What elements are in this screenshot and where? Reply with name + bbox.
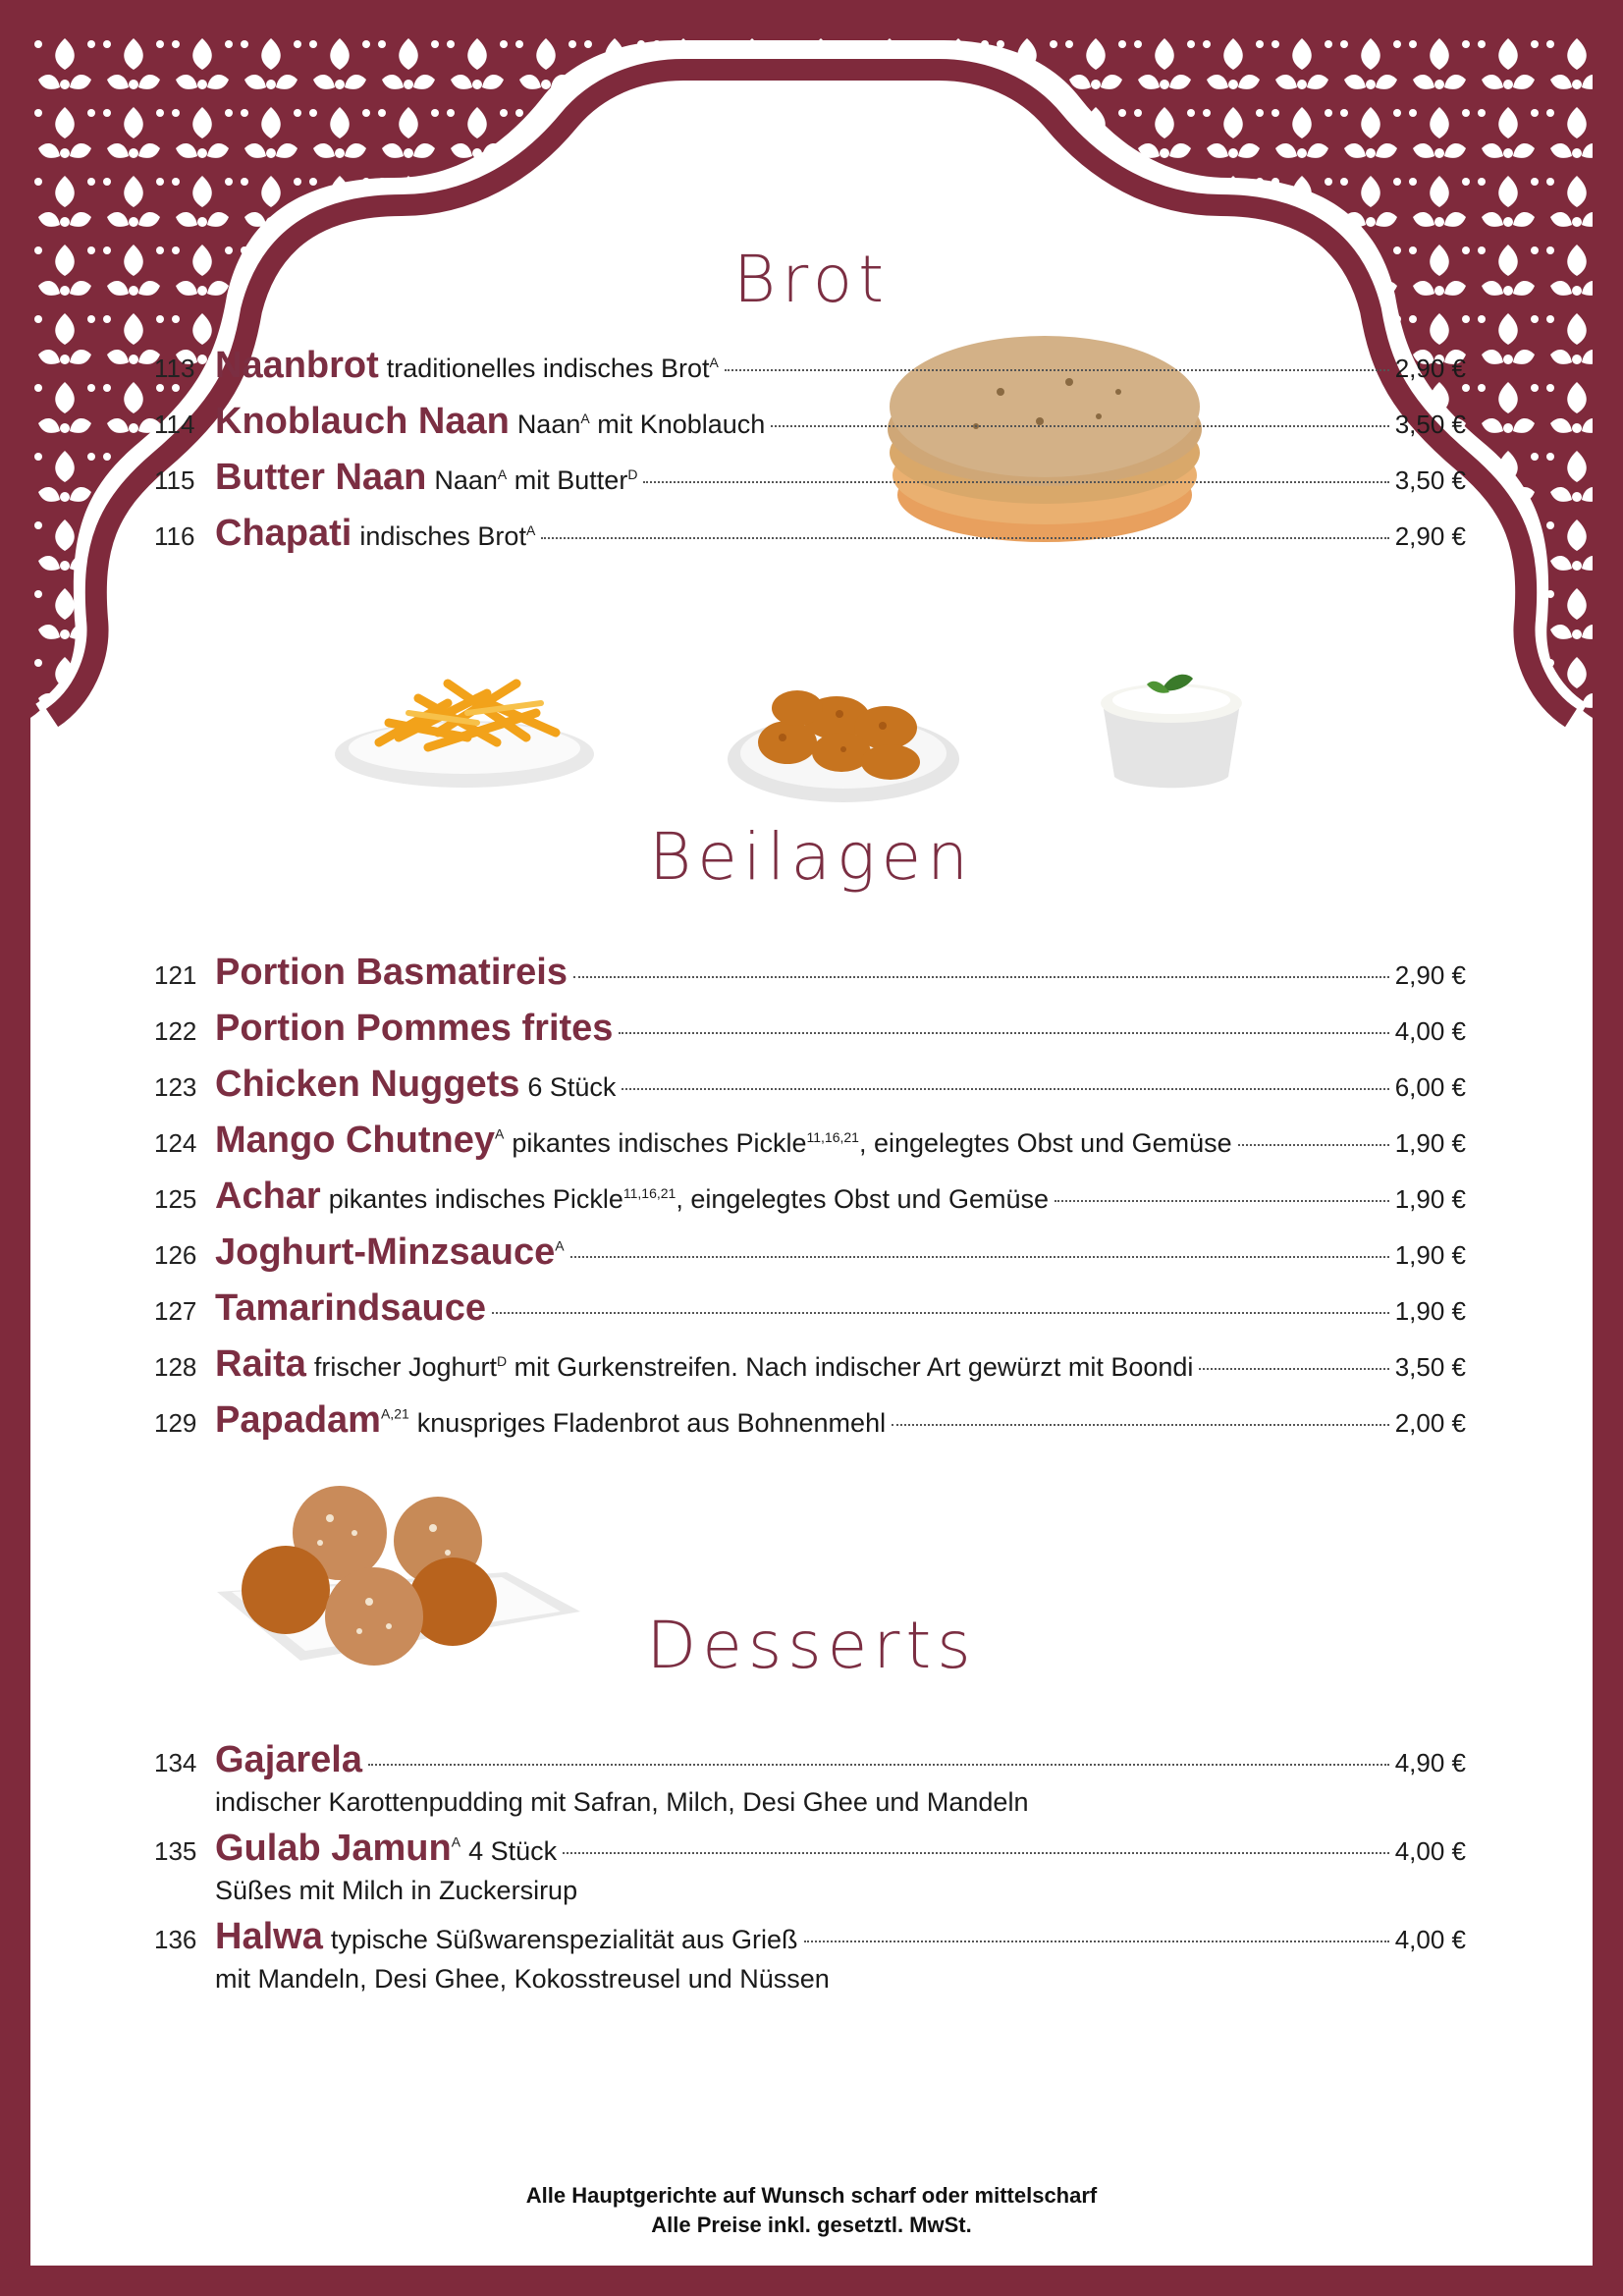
- item-price: 6,00 €: [1394, 1072, 1466, 1102]
- beilagen-list: [154, 952, 1466, 1455]
- menu-item-115: [154, 457, 1466, 513]
- leader-dots: [541, 537, 1388, 539]
- item-desc: [512, 1128, 1231, 1159]
- item-name: Naanbrot: [215, 345, 379, 386]
- item-number: 125: [154, 1184, 197, 1214]
- item-desc: [387, 354, 719, 384]
- allergen-sup: 11,16,21: [806, 1129, 859, 1145]
- item-desc: [329, 1184, 1049, 1215]
- item-number: 115: [154, 465, 195, 495]
- item-desc-text: , eingelegtes Obst und Gemüse: [676, 1184, 1050, 1214]
- leader-dots: [619, 1032, 1388, 1034]
- item-desc-text: mit Knoblauch: [597, 410, 766, 439]
- item-number: 116: [154, 521, 195, 551]
- item-number: 122: [154, 1016, 197, 1046]
- item-name: [215, 1231, 565, 1274]
- item-desc-text: indisches Brot: [359, 521, 526, 551]
- item-desc-text: mit Butter: [514, 465, 628, 495]
- item-name: Tamarindsauce: [215, 1287, 486, 1329]
- item-desc: 6 Stück: [527, 1072, 617, 1102]
- item-name: Raita: [215, 1343, 306, 1385]
- leader-dots: [804, 1941, 1389, 1942]
- item-name: Chicken Nuggets: [215, 1064, 520, 1105]
- item-name-text: Gulab Jamun: [215, 1828, 452, 1869]
- desserts-list: [154, 1739, 1466, 2004]
- allergen-sup: 11,16,21: [622, 1185, 676, 1201]
- item-subdesc: indischer Karottenpudding mit Safran, Milch, Desi Ghee und Mandeln: [215, 1787, 1029, 1817]
- fries-image: [330, 644, 600, 792]
- item-desc-text: Naan: [434, 465, 498, 495]
- item-price: 4,00 €: [1394, 1016, 1466, 1046]
- allergen-sup: A: [555, 1237, 565, 1254]
- item-desc-text: traditionelles indisches Brot: [386, 354, 710, 383]
- section-title-beilagen: Beilagen: [649, 819, 974, 895]
- item-desc-text: pikantes indisches Pickle: [512, 1128, 807, 1158]
- item-number: 114: [154, 410, 195, 439]
- item-name-text: Mango Chutney: [215, 1120, 495, 1161]
- item-name: [215, 1399, 409, 1442]
- item-subdesc: Süßes mit Milch in Zuckersirup: [215, 1876, 578, 1905]
- menu-item-121: [154, 952, 1466, 1008]
- menu-item-122: [154, 1008, 1466, 1064]
- item-name-text: Joghurt-Minzsauce: [215, 1231, 556, 1273]
- menu-item-128: [154, 1343, 1466, 1399]
- leader-dots: [573, 976, 1389, 978]
- item-number: 121: [154, 960, 197, 990]
- brot-list: [154, 345, 1466, 569]
- leader-dots: [1199, 1368, 1388, 1370]
- menu-item-113: [154, 345, 1466, 401]
- item-desc: knuspriges Fladenbrot aus Bohnenmehl: [416, 1408, 887, 1438]
- item-desc-text: Naan: [516, 410, 581, 439]
- menu-item-124: [154, 1120, 1466, 1175]
- item-name: Chapati: [215, 513, 352, 554]
- item-price: 1,90 €: [1394, 1184, 1466, 1214]
- item-number: 128: [154, 1352, 197, 1382]
- leader-dots: [643, 481, 1388, 483]
- item-price: 1,90 €: [1394, 1128, 1466, 1158]
- item-number: 129: [154, 1408, 197, 1438]
- menu-item-123: [154, 1064, 1466, 1120]
- item-subdesc: mit Mandeln, Desi Ghee, Kokosstreusel und Nüssen: [215, 1964, 830, 1994]
- allergen-sup: A,21: [380, 1405, 409, 1422]
- menu-item-127: [154, 1287, 1466, 1343]
- item-price: 3,50 €: [1394, 465, 1466, 495]
- item-number: 127: [154, 1296, 197, 1326]
- item-desc-text: mit Gurkenstreifen. Nach indischer Art gewürzt mit Boondi: [514, 1352, 1194, 1382]
- allergen-sup: A: [497, 466, 508, 482]
- item-price: 2,90 €: [1394, 960, 1466, 990]
- section-title-brot: Brot: [732, 242, 891, 317]
- raita-bowl-image: [1093, 649, 1250, 796]
- item-desc: [314, 1352, 1194, 1383]
- menu-item-116: [154, 513, 1466, 569]
- item-desc: [434, 465, 637, 496]
- item-number: 113: [154, 354, 195, 383]
- item-name: Gajarela: [215, 1739, 362, 1780]
- item-name: Butter Naan: [215, 457, 427, 498]
- item-price: 3,50 €: [1394, 410, 1466, 439]
- item-name: Achar: [215, 1175, 321, 1217]
- item-price: 1,90 €: [1394, 1296, 1466, 1326]
- item-price: 3,50 €: [1394, 1352, 1466, 1382]
- leader-dots: [570, 1256, 1389, 1258]
- item-number: 124: [154, 1128, 197, 1158]
- item-number: 134: [154, 1748, 197, 1777]
- leader-dots: [622, 1088, 1388, 1090]
- allergen-sup: A: [525, 522, 536, 538]
- allergen-sup: D: [627, 466, 638, 482]
- allergen-sup: D: [497, 1353, 508, 1369]
- item-price: 2,00 €: [1394, 1408, 1466, 1438]
- leader-dots: [368, 1764, 1389, 1766]
- item-number: 135: [154, 1836, 197, 1866]
- leader-dots: [725, 369, 1389, 371]
- item-desc: [517, 410, 766, 440]
- menu-page: [30, 30, 1593, 2266]
- item-price: 4,00 €: [1394, 1925, 1466, 1954]
- item-desc-text: pikantes indisches Pickle: [328, 1184, 623, 1214]
- item-desc: typische Süßwarenspezialität aus Grieß: [330, 1925, 798, 1954]
- item-desc: 4 Stück: [468, 1836, 558, 1866]
- item-name-text: Papadam: [215, 1399, 381, 1441]
- menu-item-125: [154, 1175, 1466, 1231]
- item-name: Portion Basmatireis: [215, 952, 568, 993]
- item-name: [215, 1828, 460, 1870]
- chicken-nuggets-image: [724, 649, 964, 806]
- item-price: 2,90 €: [1394, 354, 1466, 383]
- item-price: 4,90 €: [1394, 1748, 1466, 1777]
- allergen-sup: A: [451, 1833, 461, 1850]
- menu-item-114: [154, 401, 1466, 457]
- leader-dots: [563, 1852, 1389, 1854]
- leader-dots: [892, 1424, 1389, 1426]
- item-desc-text: , eingelegtes Obst und Gemüse: [858, 1128, 1232, 1158]
- leader-dots: [771, 425, 1388, 427]
- footer-line-2: Alle Preise inkl. gesetztl. MwSt.: [651, 2213, 972, 2237]
- item-number: 126: [154, 1240, 197, 1270]
- leader-dots: [1055, 1200, 1389, 1202]
- allergen-sup: A: [709, 355, 719, 370]
- menu-item-126: [154, 1231, 1466, 1287]
- item-price: 1,90 €: [1394, 1240, 1466, 1270]
- item-price: 4,00 €: [1394, 1836, 1466, 1866]
- item-number: 136: [154, 1925, 197, 1954]
- item-name: Knoblauch Naan: [215, 401, 510, 442]
- item-number: 123: [154, 1072, 197, 1102]
- item-name: [215, 1120, 504, 1162]
- item-price: 2,90 €: [1394, 521, 1466, 551]
- allergen-sup: A: [580, 410, 590, 426]
- item-desc-text: frischer Joghurt: [313, 1352, 497, 1382]
- item-desc: [359, 521, 535, 552]
- leader-dots: [1238, 1144, 1389, 1146]
- section-title-desserts: Desserts: [646, 1608, 977, 1683]
- leader-dots: [492, 1312, 1389, 1314]
- allergen-sup: A: [494, 1125, 505, 1142]
- footer-note: [30, 2181, 1593, 2240]
- item-name: Portion Pommes frites: [215, 1008, 614, 1049]
- item-name: Halwa: [215, 1916, 323, 1957]
- footer-line-1: Alle Hauptgerichte auf Wunsch scharf oder mittelscharf: [525, 2183, 1098, 2208]
- menu-item-129: [154, 1399, 1466, 1455]
